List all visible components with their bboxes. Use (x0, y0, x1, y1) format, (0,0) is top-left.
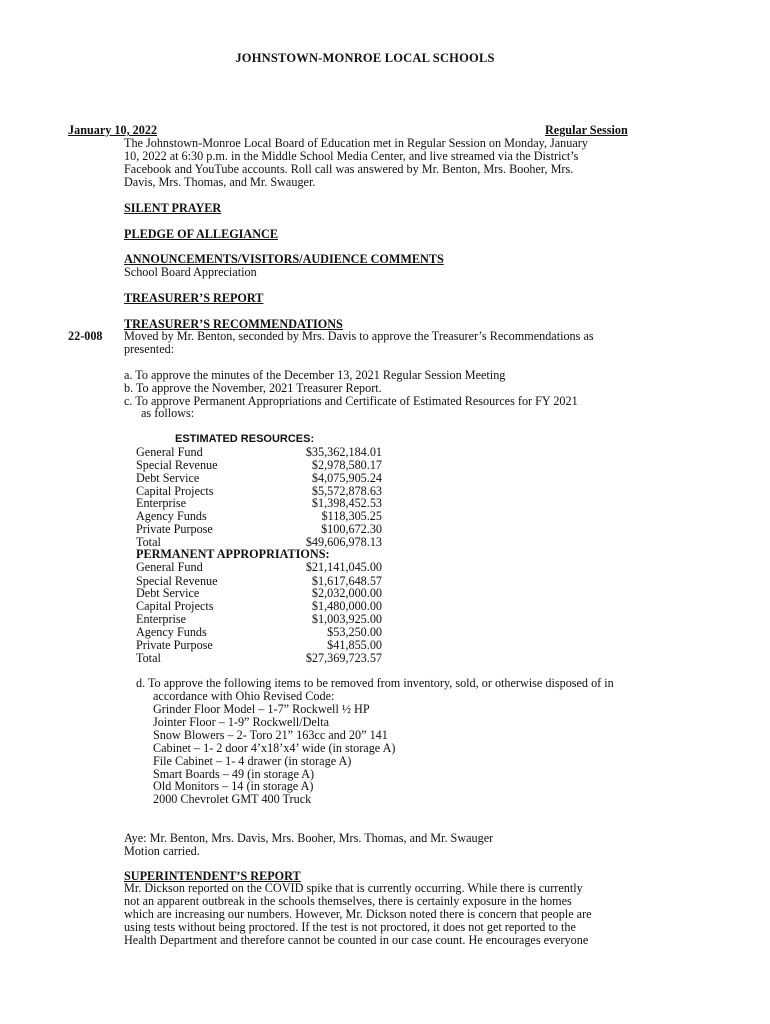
recommendation-item: b. To approve the November, 2021 Treasurer Report. (124, 381, 382, 395)
announcements-body: School Board Appreciation (124, 265, 257, 279)
fund-label: Private Purpose (136, 638, 213, 652)
recommendation-item: a. To approve the minutes of the December 13, 2021 Regular Session Meeting (124, 368, 506, 382)
fund-label: Private Purpose (136, 522, 213, 536)
fund-label: Special Revenue (136, 458, 218, 472)
superintendent-line: which are increasing our numbers. However, Mr. Dickson noted there is concern that people are (124, 907, 592, 921)
fund-label: Debt Service (136, 586, 200, 600)
motion-line: presented: (124, 342, 175, 356)
fund-amount: $1,480,000.00 (311, 599, 382, 613)
permanent-appropriations-heading: PERMANENT APPROPRIATIONS: (136, 547, 330, 561)
motion-line: Moved by Mr. Benton, seconded by Mrs. Davis to approve the Treasurer’s Recommendations as (124, 329, 594, 343)
superintendent-line: not an apparent outbreak in the schools themselves, there is certainly exposure in the homes (124, 894, 572, 908)
fund-amount: $100,672.30 (321, 522, 382, 536)
disposal-item: File Cabinet – 1- 4 drawer (in storage A) (153, 754, 352, 768)
fund-amount: $1,003,925.00 (311, 612, 382, 626)
superintendent-line: Mr. Dickson reported on the COVID spike that is currently occurring. While there is currently (124, 881, 583, 895)
fund-label: Capital Projects (136, 599, 214, 613)
vote-result: Motion carried. (124, 844, 200, 858)
disposal-item: Cabinet – 1- 2 door 4’x18’x4’ wide (in storage A) (153, 741, 396, 755)
disposal-intro: accordance with Ohio Revised Code: (153, 689, 335, 703)
fund-amount: $1,398,452.53 (311, 496, 382, 510)
fund-label: General Fund (136, 445, 203, 459)
fund-amount: $1,617,648.57 (311, 574, 382, 588)
disposal-item: Old Monitors – 14 (in storage A) (153, 779, 314, 793)
vote-aye: Aye: Mr. Benton, Mrs. Davis, Mrs. Booher, Mrs. Thomas, and Mr. Swauger (124, 831, 494, 845)
fund-amount: $41,855.00 (327, 638, 382, 652)
disposal-item: Jointer Floor – 1-9” Rockwell/Delta (153, 715, 330, 729)
fund-amount: $53,250.00 (327, 625, 382, 639)
disposal-item: 2000 Chevrolet GMT 400 Truck (153, 792, 312, 806)
meeting-date: January 10, 2022 (68, 123, 158, 137)
intro-line: Davis, Mrs. Thomas, and Mr. Swauger. (124, 175, 316, 189)
superintendent-line: Health Department and therefore cannot be counted in our case count. He encourages everyone (124, 933, 589, 947)
fund-label: General Fund (136, 560, 203, 574)
intro-line: The Johnstown-Monroe Local Board of Education met in Regular Session on Monday, January (124, 136, 588, 150)
resolution-number: 22-008 (68, 329, 103, 343)
fund-label: Agency Funds (136, 625, 207, 639)
meeting-type: Regular Session (545, 123, 628, 137)
fund-amount: $2,032,000.00 (311, 586, 382, 600)
recommendation-item: as follows: (141, 406, 195, 420)
heading-silent-prayer: SILENT PRAYER (124, 201, 222, 215)
fund-amount: $4,075,905.24 (311, 471, 382, 485)
fund-amount: $49,606,978.13 (305, 535, 382, 549)
superintendent-line: using tests without being proctored. If the test is not proctored, it does not get reported to the (124, 920, 576, 934)
fund-amount: $35,362,184.01 (305, 445, 382, 459)
intro-line: Facebook and YouTube accounts. Roll call was answered by Mr. Benton, Mrs. Booher, Mrs. (124, 162, 574, 176)
fund-label: Total (136, 651, 161, 665)
fund-label: Total (136, 535, 161, 549)
fund-label: Enterprise (136, 496, 187, 510)
fund-label: Enterprise (136, 612, 187, 626)
fund-label: Agency Funds (136, 509, 207, 523)
disposal-item: Grinder Floor Model – 1-7” Rockwell ½ HP (153, 702, 370, 716)
heading-announcements: ANNOUNCEMENTS/VISITORS/AUDIENCE COMMENTS (124, 252, 444, 266)
heading-pledge: PLEDGE OF ALLEGIANCE (124, 227, 278, 241)
fund-label: Capital Projects (136, 484, 214, 498)
fund-label: Special Revenue (136, 574, 218, 588)
heading-treasurer-report: TREASURER’S REPORT (124, 291, 264, 305)
fund-amount: $27,369,723.57 (305, 651, 382, 665)
fund-amount: $21,141,045.00 (305, 560, 382, 574)
disposal-item: Snow Blowers – 2- Toro 21” 163cc and 20” 141 (153, 728, 388, 742)
intro-line: 10, 2022 at 6:30 p.m. in the Middle School Media Center, and live streamed via the District’s (124, 149, 579, 163)
document-title: JOHNSTOWN-MONROE LOCAL SCHOOLS (235, 51, 495, 65)
fund-label: Debt Service (136, 471, 200, 485)
heading-treasurer-recs: TREASURER’S RECOMMENDATIONS (124, 317, 343, 331)
fund-amount: $2,978,580.17 (311, 458, 382, 472)
fund-amount: $118,305.25 (321, 509, 382, 523)
disposal-item: Smart Boards – 49 (in storage A) (153, 767, 315, 781)
recommendation-item: c. To approve Permanent Appropriations and Certificate of Estimated Resources for FY 2021 (124, 394, 578, 408)
fund-amount: $5,572,878.63 (311, 484, 382, 498)
heading-superintendent: SUPERINTENDENT’S REPORT (124, 869, 301, 883)
disposal-intro: d. To approve the following items to be removed from inventory, sold, or otherwise disposed of in (136, 676, 614, 690)
estimated-resources-heading: ESTIMATED RESOURCES: (175, 433, 315, 445)
